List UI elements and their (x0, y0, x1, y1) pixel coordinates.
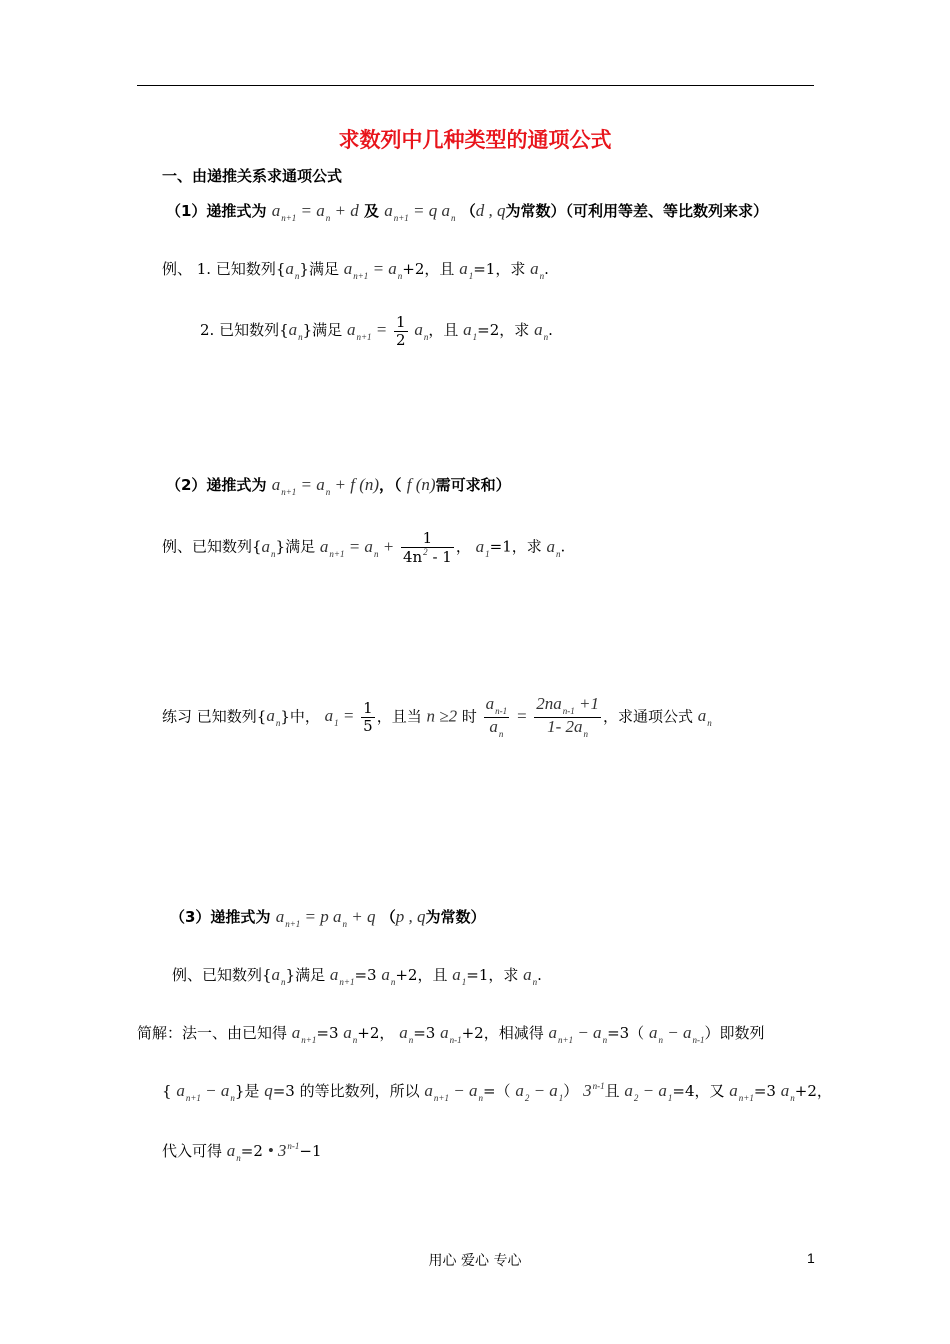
section-heading: 一、由递推关系求通项公式 (162, 167, 343, 185)
solution-line-2: { $a_{n+1} - a_n$}是 q=3 的等比数列，所以 $a_{n+1} - a_n=$（ $a_2 - a_1$） 3$^{n-1}$且 $a_2 - a_1=4$，又 $a_{n+1}=3$ $a_n+2$， (162, 1081, 832, 1103)
solution-line-1: 简解：法一、由已知得 $a_{n+1}=3$ $a_n+2$， $a_n=3$ $a_{n-1}+2$，相减得 $a_{n+1} - a_n=3$（ $a_n - a_{n-1}$）即数列 (137, 1023, 765, 1045)
case2-line: （2）递推式为 $a_{n+1} = a_n + f$ (n)，（ f (n)需可求和） (166, 475, 511, 497)
case3-line: （3）递推式为 $a_{n+1} = p$ $a_n + q$ （p , q为常数） (170, 907, 486, 929)
case1-example1: 例、 1. 已知数列$\{a_n\}$满足 $a_{n+1} = a_n+2$，且 $a_1=1$，求 $a_n$. (162, 259, 549, 281)
page-footer: 用心 爱心 专心 (428, 1253, 522, 1269)
case1-example2: 2. 已知数列$\{a_n\}$满足 $a_{n+1}$ = $\frac{1}{2}$ $a_n$，且 $a_1=2$，求 $a_n$. (200, 313, 553, 349)
page-title: 求数列中几种类型的通项公式 (338, 128, 612, 152)
solution-line-3: 代入可得 $a_n=2$ • $3^{n-1}-1$ (162, 1141, 322, 1163)
header-rule (137, 85, 814, 86)
page-number: 1 (807, 1250, 815, 1266)
case2-example: 例、已知数列$\{a_n\}$满足 $a_{n+1} = a_n$ + $\frac{1}{4n^2 - 1}$ ， $a_1=1$，求 $a_n$. (162, 529, 566, 566)
case1-line: （1）递推式为 $a_{n+1} = a_n + d$ 及 $a_{n+1} = q$ $a_n$ （d , q为常数）（可利用等差、等比数列来求） (166, 201, 769, 223)
case3-example: 例、已知数列$\{a_n\}$满足 $a_{n+1}=3$ $a_n+2$，且 $a_1=1$，求 $a_n$. (172, 965, 542, 987)
practice-line: 练习 已知数列$\{a_n\}$中， $a_1$ = $\frac{1}{5}$ ，且当 n ≥2 时 $\frac{a_{n-1}}{a_n}$ = $\frac{2na_{n-1} +1}{1- 2a_n}$ ，求通项公式 $a_n$ (162, 694, 712, 739)
